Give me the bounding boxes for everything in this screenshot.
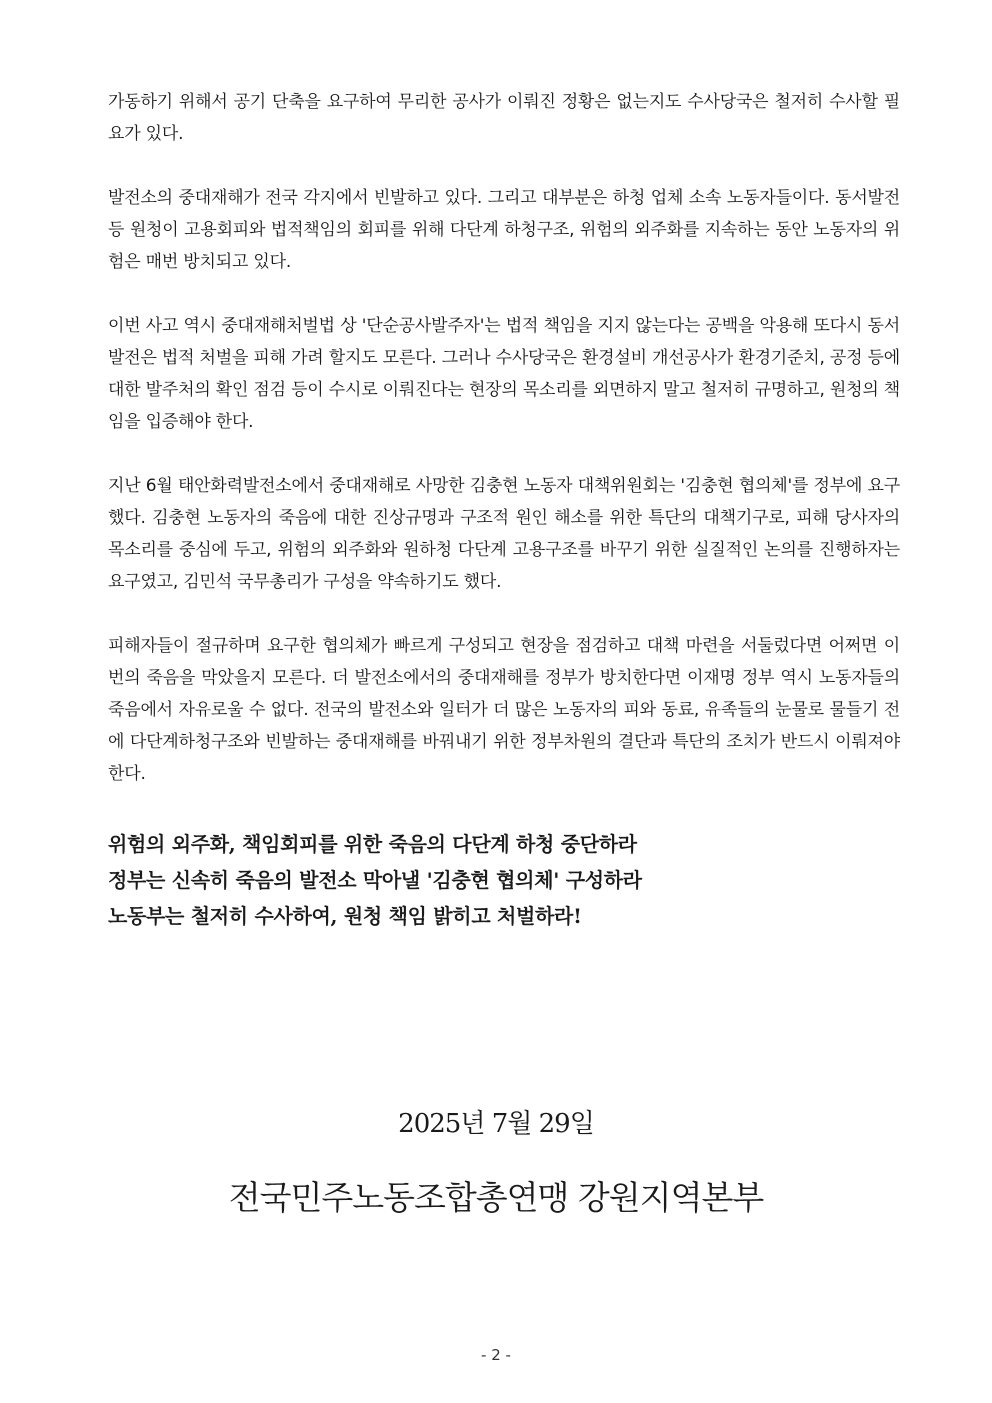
- paragraph-3: 이번 사고 역시 중대재해처벌법 상 '단순공사발주자'는 법적 책임을 지지 않는다는 공백을 악용해 또다시 동서발전은 법적 처벌을 피해 가려 할지도 모른다. 그러나 수사당국은 환경설비 개선공사가 환경기준치, 공정 등에 대한 발주처의 확인 점검 등이 수시로 이뤄진다는 현장의 목소리를 외면하지 말고 철저히 규명하고, 원청의 책임을 입증해야 한다.: [108, 316, 900, 432]
- slogan-1: 위험의 외주화, 책임회피를 위한 죽음의 다단계 하청 중단하라: [108, 832, 637, 856]
- statement-body: [108, 86, 900, 822]
- paragraph-4: 지난 6월 태안화력발전소에서 중대재해로 사망한 김충현 노동자 대책위원회는 '김충현 협의체'를 정부에 요구했다. 김충현 노동자의 죽음에 대한 진상규명과 구조적 원인 해소를 위한 특단의 대책기구로, 피해 당사자의 목소리를 중심에 두고, 위험의 외주화와 원하청 다단계 고용구조를 바꾸기 위한 실질적인 논의를 진행하자는 요구였고, 김민석 국무총리가 구성을 약속하기도 했다.: [108, 476, 900, 592]
- paragraph-1: 가동하기 위해서 공기 단축을 요구하여 무리한 공사가 이뤄진 정황은 없는지도 수사당국은 철저히 수사할 필요가 있다.: [108, 92, 900, 144]
- slogan-2: 정부는 신속히 죽음의 발전소 막아낼 '김충현 협의체' 구성하라: [108, 868, 642, 892]
- page-number: - 2 -: [481, 1346, 511, 1364]
- paragraph-2: 발전소의 중대재해가 전국 각지에서 빈발하고 있다. 그리고 대부분은 하청 업체 소속 노동자들이다. 동서발전 등 원청이 고용회피와 법적책임의 회피를 위해 다단계 하청구조, 위험의 외주화를 지속하는 동안 노동자의 위험은 매번 방치되고 있다.: [108, 188, 900, 272]
- statement-date: 2025년 7월 29일: [398, 1109, 594, 1139]
- slogan-3: 노동부는 철저히 수사하여, 원청 책임 밝히고 처벌하라!: [108, 904, 582, 928]
- issuing-organization: 전국민주노동조합총연맹 강원지역본부: [228, 1178, 764, 1217]
- paragraph-5: 피해자들이 절규하며 요구한 협의체가 빠르게 구성되고 현장을 점검하고 대책 마련을 서둘렀다면 어쩌면 이번의 죽음을 막았을지 모른다. 더 발전소에서의 중대재해를 정부가 방치한다면 이재명 정부 역시 노동자들의 죽음에서 자유로울 수 없다. 전국의 발전소와 일터가 더 많은 노동자의 피와 동료, 유족들의 눈물로 물들기 전에 다단계하청구조와 빈발하는 중대재해를 바꿔내기 위한 정부차원의 결단과 특단의 조치가 반드시 이뤄져야 한다.: [108, 636, 900, 784]
- slogan-list: [108, 826, 908, 934]
